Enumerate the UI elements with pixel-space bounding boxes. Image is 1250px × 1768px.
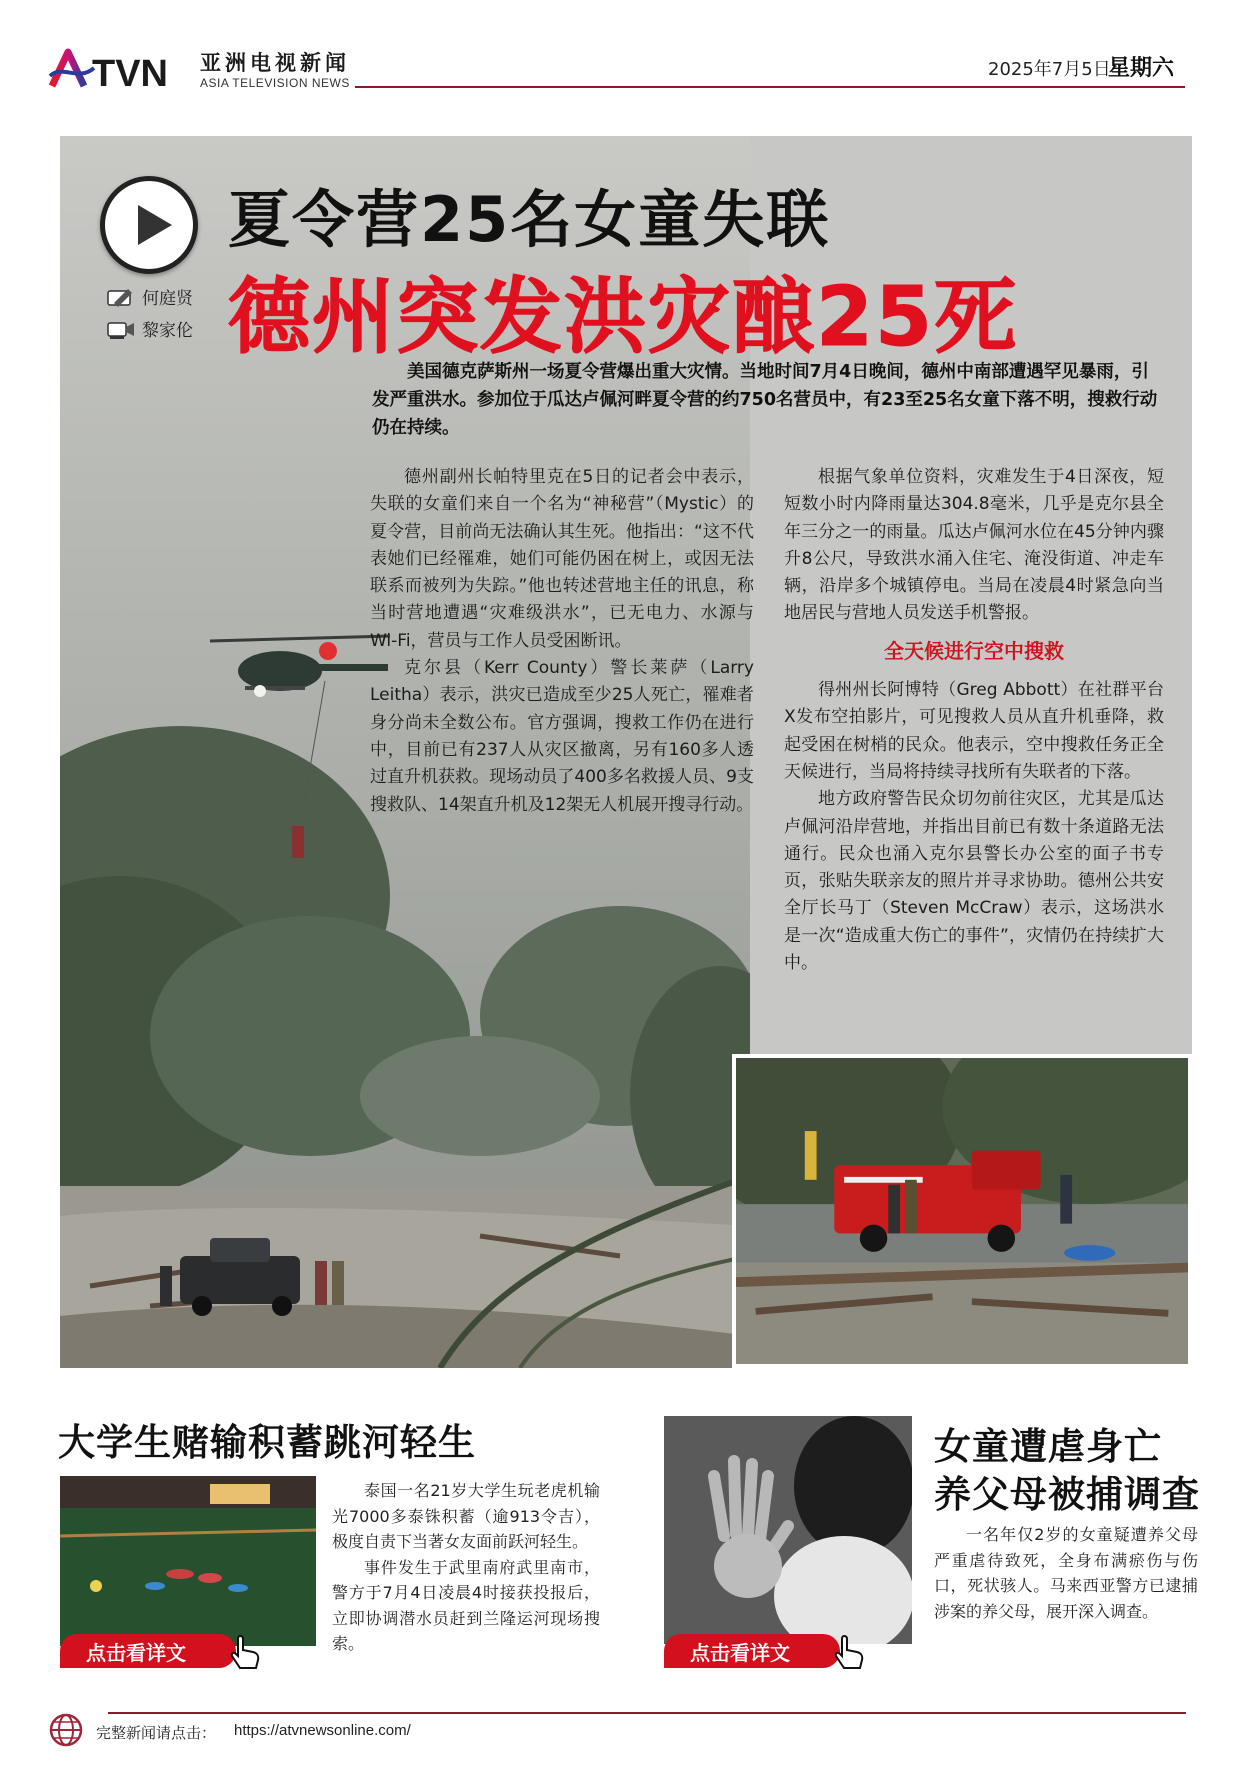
story-left-title: 大学生赌输积蓄跳河轻生: [58, 1421, 476, 1464]
article-paragraph: 克尔县（Kerr County）警长莱萨（Larry Leitha）表示，洪灾已造成至少25人死亡，罹难者身分尚未全数公布。官方强调，搜救工作仍在进行中，目前已有237人从灾区撤离，另有160多人透过直升机获救。现场动员了400多名救援人员、9支搜救队、14架直升机及12架无人机展开搜寻行动。: [370, 658, 754, 815]
globe-icon: [48, 1712, 84, 1748]
play-video-button[interactable]: [100, 176, 198, 274]
article-paragraph: 根据气象单位资料，灾难发生于4日深夜，短短数小时内降雨量达304.8毫米，几乎是克尔县全年三分之一的雨量。瓜达卢佩河水位在45分钟内骤升8公尺，导致洪水涌入住宅、淹没街道、冲走车辆，沿岸多个城镇停电。当局在凌晨4时紧急向当地居民与营地人员发送手机警报。: [784, 467, 1164, 624]
footer-label: 完整新闻请点击：: [96, 1724, 217, 1742]
story-paragraph: 事件发生于武里南府武里南市，警方于7月4日凌晨4时接获投报后，立即协调潜水员赶到兰隆运河现场搜索。: [332, 1557, 600, 1653]
pen-icon: [106, 285, 136, 309]
fire-truck-photo: [732, 1054, 1192, 1368]
website-link[interactable]: https://atvnewsonline.com/: [234, 1722, 411, 1739]
story-right-title-line1: 女童遭虐身亡: [934, 1425, 1162, 1468]
brand-name-zh: 亚洲电视新闻: [200, 51, 350, 75]
footer-divider: [108, 1712, 1186, 1714]
brand-name-en: ASIA TELEVISION NEWS: [200, 76, 350, 90]
atvn-logo: [48, 46, 188, 92]
article-paragraph: 得州州长阿博特（Greg Abbott）在社群平台X发布空拍影片，可见搜救人员从直升机垂降，救起受困在树梢的民众。他表示，空中搜救任务正全天候进行，当局将持续寻找所有失联者的下落。: [784, 680, 1164, 782]
lead-paragraph: 美国德克萨斯州一场夏令营爆出重大灾情。当地时间7月4日晚间，德州中南部遭遇罕见暴雨，引发严重洪水。参加位于瓜达卢佩河畔夏令营的约750名营员中，有23至25名女童下落不明，搜救行动仍在持续。: [372, 362, 1158, 438]
pointer-hand-icon: [226, 1632, 266, 1672]
story-left-body: [332, 1478, 600, 1657]
byline-reporter: [106, 284, 193, 309]
cameraman-name: 黎家伦: [142, 321, 193, 341]
article-column-left: [370, 464, 754, 819]
read-more-label: 点击看详文: [690, 1640, 790, 1665]
article-paragraph: 地方政府警告民众切勿前往灾区，尤其是瓜达卢佩河沿岸营地，并指出目前已有数十条道路无法通行。民众也涌入克尔县警长办公室的面子书专页，张贴失联亲友的照片并寻求协助。德州公共安全厅长马丁（Steven McCraw）表示，这场洪水是一次“造成重大伤亡的事件”，灾情仍在持续扩大中。: [784, 789, 1164, 974]
header-divider: [355, 86, 1185, 88]
pointer-hand-icon: [830, 1632, 870, 1672]
read-more-label: 点击看详文: [86, 1640, 186, 1665]
read-more-button-right[interactable]: [664, 1634, 840, 1668]
story-right-body: [934, 1522, 1198, 1624]
river-search-thumbnail[interactable]: [60, 1476, 316, 1646]
article-subhead: 全天候进行空中搜救: [884, 638, 1064, 663]
article-column-right: [784, 464, 1164, 977]
article-paragraph: 德州副州长帕特里克在5日的记者会中表示，失联的女童们来自一个名为“神秘营”（Mystic）的夏令营，目前尚无法确认其生死。他指出：“这不代表她们已经罹难，她们可能仍困在树上，或因无法联系而被列为失踪。”他也转述营地主任的讯息，称当时营地遭遇“灾难级洪水”，已无电力、水源与Wi-Fi，营员与工作人员受困断讯。: [370, 467, 754, 651]
video-camera-icon: [106, 317, 136, 341]
issue-weekday: 星期六: [1108, 56, 1175, 81]
child-abuse-thumbnail[interactable]: [664, 1416, 912, 1644]
svg-text:TVN: TVN: [92, 53, 168, 92]
headline-primary: 夏令营25名女童失联: [228, 183, 831, 256]
story-right-title-line2: 养父母被捕调查: [934, 1473, 1200, 1516]
issue-date: 2025年7月5日: [988, 59, 1111, 80]
reporter-name: 何庭贤: [142, 289, 193, 309]
story-paragraph: 一名年仅2岁的女童疑遭养父母严重虐待致死，全身布满瘀伤与伤口，死状骇人。马来西亚警方已逮捕涉案的养父母，展开深入调查。: [934, 1525, 1198, 1621]
play-icon: [138, 205, 172, 245]
byline-camera: [106, 316, 193, 341]
story-paragraph: 泰国一名21岁大学生玩老虎机输光7000多泰铢积蓄（逾913令吉），极度自责下当著女友面前跃河轻生。: [332, 1481, 600, 1551]
read-more-button-left[interactable]: [60, 1634, 236, 1668]
headline-secondary: 德州突发洪灾酿25死: [228, 270, 1019, 365]
